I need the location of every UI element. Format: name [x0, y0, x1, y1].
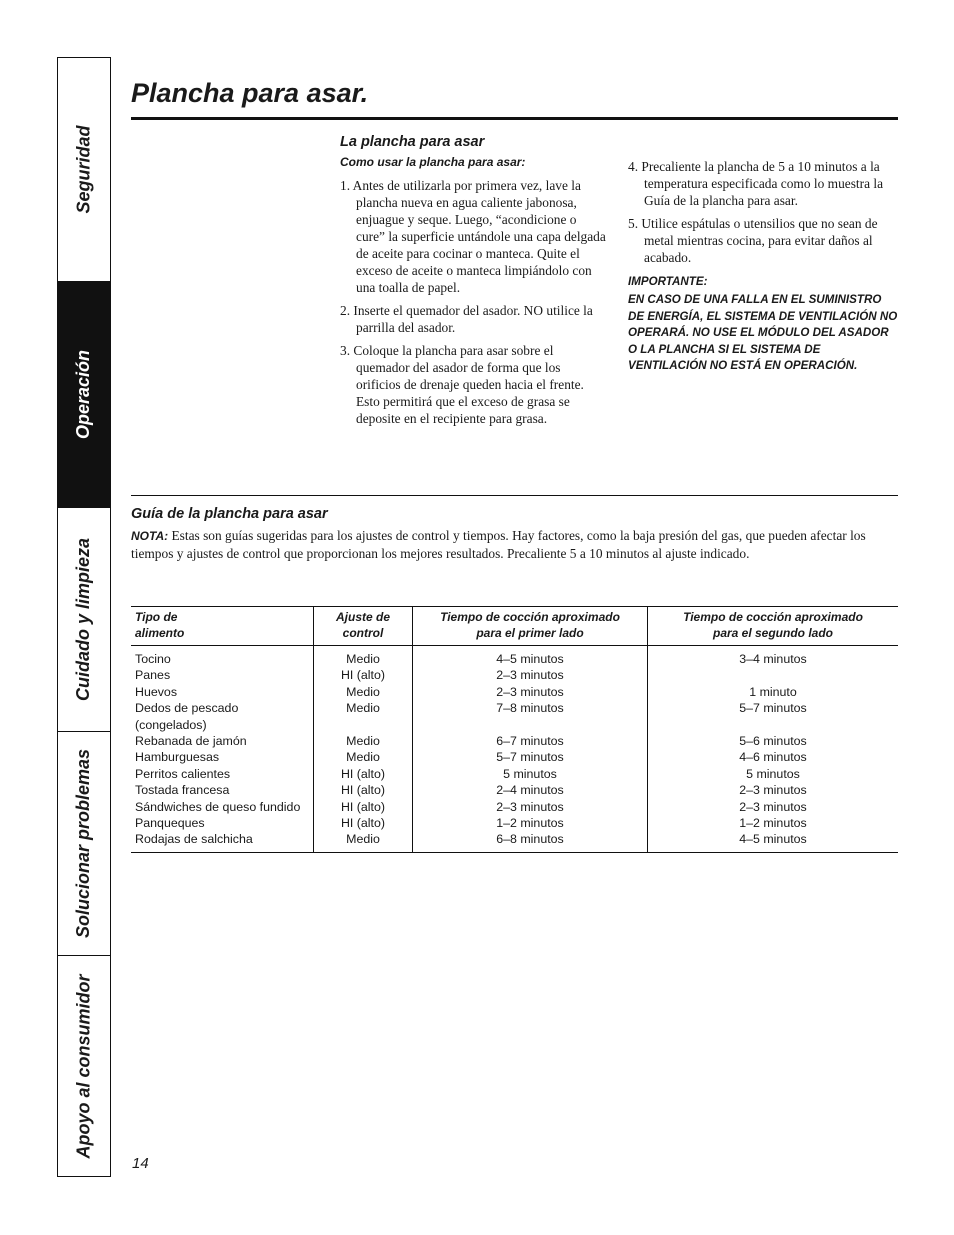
header-first-side: [413, 607, 648, 646]
header-second-side: [648, 607, 899, 646]
important-warning: EN CASO DE UNA FALLA EN EL SUMINISTRO DE ENERGÍA, EL SISTEMA DE VENTILACIÓN NO OPERARÁ. NO USE EL MÓDULO DEL ASADOR O LA PLANCHA SI EL SISTEMA DE VENTILACIÓN NO ESTÁ EN OPERACIÓN.: [628, 293, 898, 373]
section-heading: La plancha para asar: [340, 134, 485, 150]
tab-cuidado-y-limpieza[interactable]: [58, 508, 110, 732]
list-item: 5. Utilice espátulas o utensilios que no sean de metal mientras cocina, para evitar daños al acabado.: [628, 216, 878, 265]
tab-label: Solucionar problemas: [73, 748, 94, 939]
side-tabs: [57, 57, 111, 1177]
header-label: Tiempo de cocción aproximado para el primer lado: [440, 610, 620, 640]
tab-operacion[interactable]: [58, 282, 110, 508]
tab-solucionar-problemas[interactable]: [58, 732, 110, 956]
guide-note: [131, 527, 898, 562]
important-label: IMPORTANTE:: [628, 275, 708, 288]
header-label: Ajuste de control: [335, 610, 390, 640]
table-row: [131, 646, 898, 853]
list-item: 4. Precaliente la plancha de 5 a 10 minutos a la temperatura especificada como lo muestra la Guía de la plancha para asar.: [628, 159, 884, 208]
list-item: 3. Coloque la plancha para asar sobre el quemador del asador de forma que los orificios de drenaje queden hacia el frente. Esto permitirá que el exceso de grasa se deposite en el recipiente para grasa.: [340, 343, 584, 426]
note-label: NOTA:: [131, 529, 169, 543]
food-column: Tocino Panes Huevos Dedos de pescado (congelados) Rebanada de jamón Hamburguesas Perritos calientes Tostada francesa Sándwiches de queso fundido Panqueques Rodajas de salchicha: [131, 646, 314, 853]
tab-label: Cuidado y limpieza: [73, 537, 94, 702]
section-divider: [131, 495, 898, 496]
steps-list: [340, 177, 608, 427]
table-header-row: [131, 607, 898, 646]
header-food-type: [131, 607, 314, 646]
section-subheading: Como usar la plancha para asar:: [340, 155, 526, 169]
header-label: Tiempo de cocción aproximado para el segundo lado: [683, 610, 863, 640]
griddle-guide-table: [131, 606, 898, 853]
tab-apoyo-al-consumidor[interactable]: [58, 956, 110, 1176]
tab-label: Operación: [73, 349, 94, 440]
tab-seguridad[interactable]: [58, 58, 110, 282]
tab-label: Apoyo al consumidor: [73, 973, 94, 1159]
header-control-setting: [314, 607, 413, 646]
first-side-column: 4–5 minutos 2–3 minutos 2–3 minutos 7–8 minutos 6–7 minutos 5–7 minutos 5 minutos 2–4 minutos 2–3 minutos 1–2 minutos 6–8 minutos: [413, 646, 648, 853]
header-label: Tipo de alimento: [135, 610, 185, 640]
instructions-column-right: [628, 134, 898, 375]
guide-section: [131, 506, 898, 562]
list-item: 1. Antes de utilizarla por primera vez, lave la plancha nueva en agua caliente jabonosa, enjuague y seque. Luego, “acondicione o cure” la superficie untándole una capa delgada de aceite para cocinar o manteca. Quite el exceso de aceite o manteca limpiándolo con una toalla de papel.: [340, 178, 606, 295]
page-title: Plancha para asar.: [131, 78, 369, 108]
list-item: 2. Inserte el quemador del asador. NO utilice la parrilla del asador.: [340, 303, 593, 335]
steps-list-continued: [628, 158, 898, 266]
setting-column: Medio HI (alto) Medio Medio Medio Medio HI (alto) HI (alto) HI (alto) HI (alto) Medio: [314, 646, 413, 853]
page-number: 14: [132, 1155, 149, 1172]
second-side-column: 3–4 minutos 1 minuto 5–7 minutos 5–6 minutos 4–6 minutos 5 minutos 2–3 minutos 2–3 minutos 1–2 minutos 4–5 minutos: [648, 646, 899, 853]
title-rule: [131, 117, 898, 120]
tab-label: Seguridad: [73, 125, 94, 214]
note-text: Estas son guías sugeridas para los ajustes de control y tiempos. Hay factores, como la baja presión del gas, que pueden afectar los tiempos y ajustes de control que proporcionan los mejores resultados. Precaliente 5 a 10 minutos al ajuste indicado.: [131, 528, 866, 561]
instructions-column-left: [340, 134, 608, 427]
guide-heading: Guía de la plancha para asar: [131, 506, 328, 522]
